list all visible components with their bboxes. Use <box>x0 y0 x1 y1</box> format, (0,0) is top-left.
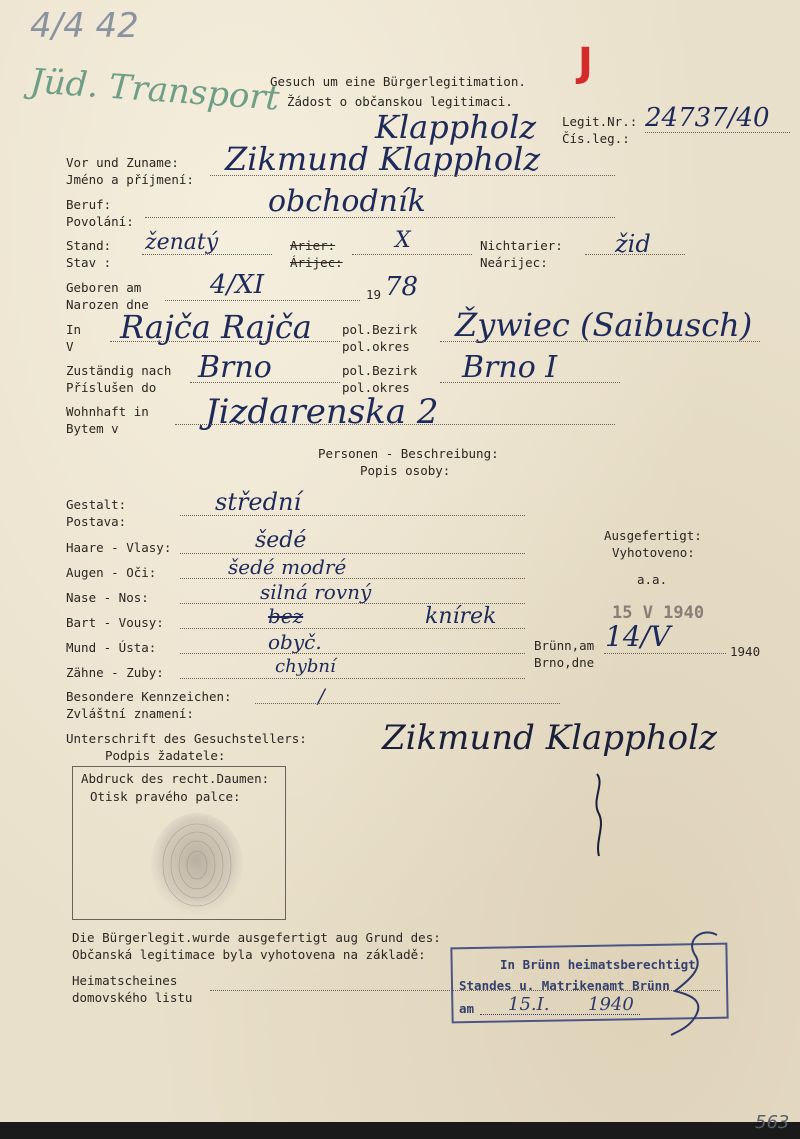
bezirk2-label-cz: pol.okres <box>342 380 410 395</box>
stamp-line1: In Brünn heimatsberechtigt <box>500 957 696 972</box>
gestalt-label-cz: Postava: <box>66 514 127 529</box>
bezirk2-label-de: pol.Bezirk <box>342 363 418 378</box>
issued-date-line <box>604 653 726 654</box>
issued-aa: a.a. <box>637 572 668 587</box>
name-line <box>210 175 615 176</box>
title-czech: Žádost o občanskou legitimaci. <box>287 94 513 109</box>
description-title-cz: Popis osoby: <box>360 463 451 478</box>
in-line <box>110 341 340 342</box>
in-value: Rajča Rajča <box>120 308 312 346</box>
name-label-cz: Jméno a příjmení: <box>66 172 194 187</box>
bezirk1-value: Žywiec (Saibusch) <box>455 306 753 344</box>
title-german: Gesuch um eine Bürgerlegitimation. <box>270 74 526 89</box>
green-transport-note: Jüd. Transport <box>28 61 281 119</box>
zustandig-value: Brno <box>198 350 272 385</box>
nichtarier-value: žid <box>615 230 651 258</box>
basis-label-de: Die Bürgerlegit.wurde ausgefertigt aug Grund des: <box>72 930 441 945</box>
page-number: 563 <box>755 1112 790 1133</box>
stamp-line2: Standes u. Matrikenamt Brünn <box>459 978 670 993</box>
beruf-label-cz: Povolání: <box>66 214 134 229</box>
signature-stroke-mark <box>585 770 615 860</box>
augen-value: šedé modré <box>228 555 347 579</box>
geboren-label-de: Geboren am <box>66 280 142 295</box>
signature-value: Zikmund Klappholz <box>382 718 717 758</box>
legit-nr-label: Legit.Nr.: <box>562 114 638 129</box>
bart-value: knírek <box>425 604 497 629</box>
issued-place-cz: Brno,dne <box>534 655 595 670</box>
basis-item-de: Heimatscheines <box>72 973 178 988</box>
kennzeichen-label-de: Besondere Kennzeichen: <box>66 689 232 704</box>
zahne-label: Zähne - Zuby: <box>66 665 164 680</box>
stamp-date-line <box>480 1014 640 1015</box>
wohnhaft-value: Jizdarenska 2 <box>205 392 439 432</box>
issued-stamp-date: 15 V 1940 <box>612 603 705 623</box>
mund-value: obyč. <box>268 630 322 654</box>
beruf-line <box>145 217 615 218</box>
bezirk2-line <box>440 382 620 383</box>
mund-label: Mund - Ústa: <box>66 640 157 655</box>
basis-item-cz: domovského listu <box>72 990 193 1005</box>
bart-struck-value: bez <box>268 604 304 628</box>
haare-line <box>180 553 525 554</box>
gestalt-line <box>180 515 525 516</box>
gestalt-value: střední <box>215 488 302 516</box>
stand-label-de: Stand: <box>66 238 112 253</box>
beruf-label-de: Beruf: <box>66 197 112 212</box>
beruf-value: obchodník <box>268 184 426 219</box>
legit-line <box>645 132 790 133</box>
thumb-label-de: Abdruck des recht.Daumen: <box>81 771 270 786</box>
haare-value: šedé <box>255 528 307 553</box>
name-handwritten-header: Klappholz <box>375 108 537 146</box>
nase-value: silná rovný <box>260 580 372 604</box>
stand-label-cz: Stav : <box>66 255 112 270</box>
stamp-line3-date: 15.I. <box>508 994 550 1015</box>
nase-label: Nase - Nos: <box>66 590 149 605</box>
mund-line <box>180 653 525 654</box>
issued-label-cz: Vyhotoveno: <box>612 545 695 560</box>
in-label-de: In <box>66 322 82 337</box>
augen-label: Augen - Oči: <box>66 565 157 580</box>
issued-year: 1940 <box>730 644 761 659</box>
wohnhaft-label-cz: Bytem v <box>66 421 119 436</box>
geboren-year-prefix: 19 <box>366 287 382 302</box>
kennzeichen-label-cz: Zvláštní znamení: <box>66 706 194 721</box>
basis-label-cz: Občanská legitimace byla vyhotovena na základě: <box>72 947 426 962</box>
bezirk1-label-cz: pol.okres <box>342 339 410 354</box>
geboren-year-value: 78 <box>385 272 419 302</box>
zustandig-label-de: Zuständig nach <box>66 363 172 378</box>
signature-label-cz: Podpis žadatele: <box>105 748 226 763</box>
name-value: Zikmund Klappholz <box>225 140 541 178</box>
zustandig-line <box>190 382 340 383</box>
stamp-line3-year: 1940 <box>588 994 634 1015</box>
pencil-date-note: 4/4 42 <box>30 6 139 46</box>
bart-line <box>180 628 525 629</box>
augen-line <box>180 578 525 579</box>
geboren-day-month: 4/XI <box>210 270 265 300</box>
geboren-line <box>165 300 360 301</box>
issued-handwritten-date: 14/V <box>605 620 671 653</box>
issued-place-de: Brünn,am <box>534 638 595 653</box>
name-label-de: Vor und Zuname: <box>66 155 179 170</box>
bezirk1-line <box>440 341 760 342</box>
signature-label-de: Unterschrift des Gesuchstellers: <box>66 731 307 746</box>
nichtarier-line <box>585 254 685 255</box>
wohnhaft-label-de: Wohnhaft in <box>66 404 149 419</box>
issued-label-de: Ausgefertigt: <box>604 528 702 543</box>
haare-label: Haare - Vlasy: <box>66 540 172 555</box>
bezirk1-label-de: pol.Bezirk <box>342 322 418 337</box>
arier-label-de: Arier: <box>290 238 336 253</box>
geboren-label-cz: Narozen dne <box>66 297 149 312</box>
zustandig-label-cz: Příslušen do <box>66 380 157 395</box>
stamp-line3-prefix: am <box>459 1001 475 1016</box>
zahne-value: chybní <box>275 656 336 677</box>
thumb-label-cz: Otisk pravého palce: <box>90 789 241 804</box>
kennzeichen-value: / <box>318 684 325 708</box>
kennzeichen-line <box>255 703 560 704</box>
stand-value: ženatý <box>145 230 219 255</box>
bezirk2-value: Brno I <box>462 350 558 385</box>
arier-line <box>352 254 472 255</box>
legit-number: 24737/40 <box>645 103 770 133</box>
nichtarier-label-de: Nichtarier: <box>480 238 563 253</box>
wohnhaft-line <box>175 424 615 425</box>
zahne-line <box>180 678 525 679</box>
stand-line <box>142 254 272 255</box>
scan-edge <box>0 1122 800 1139</box>
nichtarier-label-cz: Neárijec: <box>480 255 548 270</box>
gestalt-label-de: Gestalt: <box>66 497 127 512</box>
arier-value: X <box>395 228 411 253</box>
arier-label-cz: Árijec: <box>290 255 343 270</box>
description-title-de: Personen - Beschreibung: <box>318 446 499 461</box>
stamp-initial-mark <box>655 925 730 1040</box>
legit-cis-label: Čís.leg.: <box>562 131 630 146</box>
red-j-mark: J <box>578 40 593 86</box>
bart-label: Bart - Vousy: <box>66 615 164 630</box>
in-label-cz: V <box>66 339 74 354</box>
thumbprint-image <box>147 807 247 917</box>
